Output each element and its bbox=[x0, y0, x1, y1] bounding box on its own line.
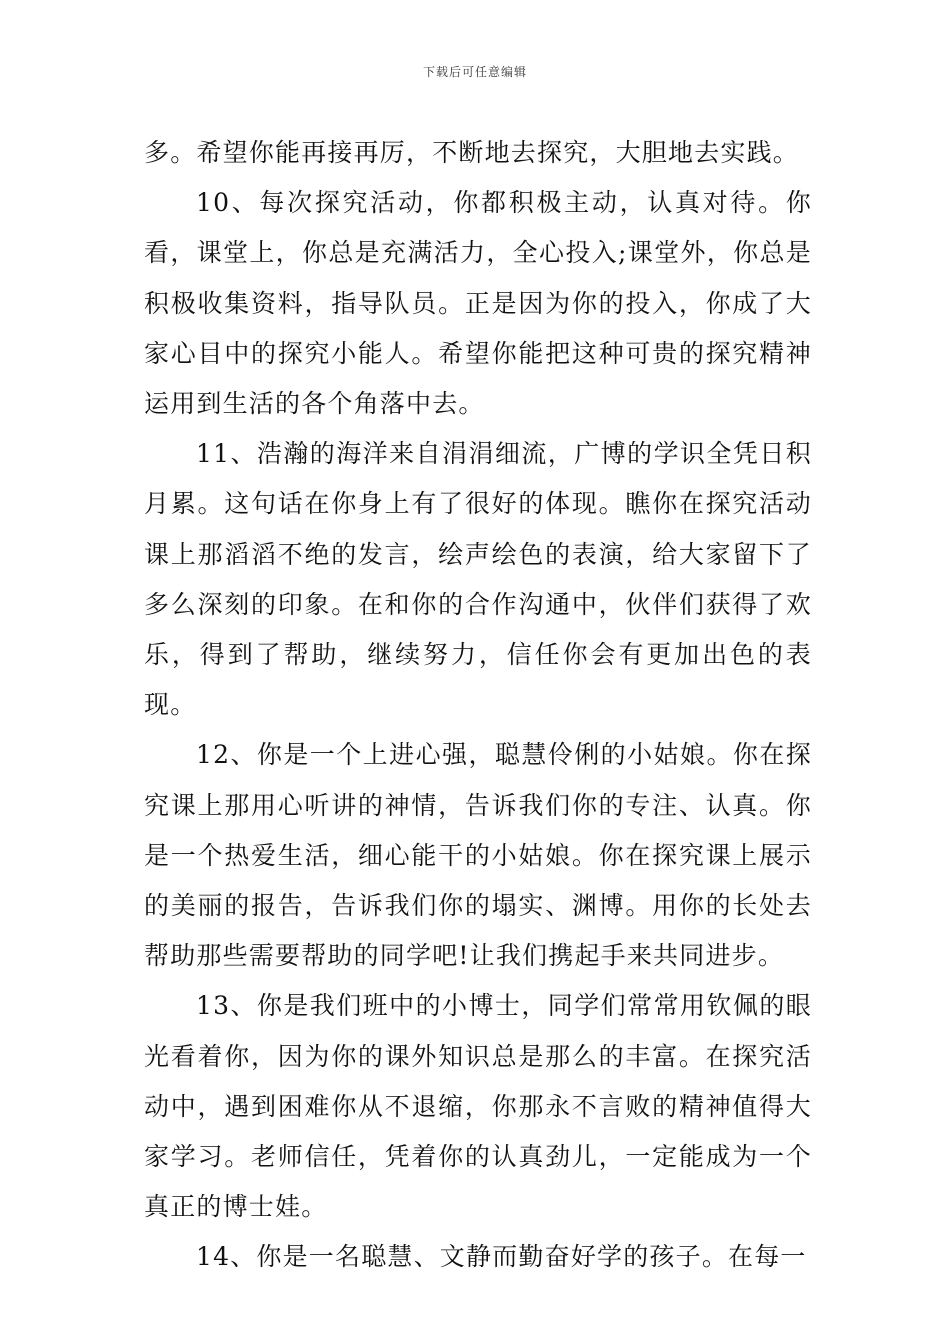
document-body bbox=[144, 128, 812, 1283]
paragraph-12: 12、你是一个上进心强，聪慧伶俐的小姑娘。你在探究课上那用心听讲的神情，告诉我们你的专注、认真。你是一个热爱生活，细心能干的小姑娘。你在探究课上展示的美丽的报告，告诉我们你的塌实、渊博。用你的长处去帮助那些需要帮助的同学吧!让我们携起手来共同进步。 bbox=[144, 740, 812, 971]
page-header: 下载后可任意编辑 bbox=[422, 65, 527, 79]
paragraph-13: 13、你是我们班中的小博士，同学们常常用钦佩的眼光看着你，因为你的课外知识总是那么的丰富。在探究活动中，遇到困难你从不退缩，你那永不言败的精神值得大家学习。老师信任，凭着你的认真劲儿，一定能成为一个真正的博士娃。 bbox=[144, 991, 812, 1222]
paragraph-14: 14、你是一名聪慧、文静而勤奋好学的孩子。在每一 bbox=[196, 1242, 807, 1272]
paragraph-11: 11、浩瀚的海洋来自涓涓细流，广博的学识全凭日积月累。这句话在你身上有了很好的体现。瞧你在探究活动课上那滔滔不绝的发言，绘声绘色的表演，给大家留下了多么深刻的印象。在和你的合作沟通中，伙伴们获得了欢乐，得到了帮助，继续努力，信任你会有更加出色的表现。 bbox=[144, 439, 812, 720]
paragraph-10: 10、每次探究活动，你都积极主动，认真对待。你看，课堂上，你总是充满活力，全心投入;课堂外，你总是积极收集资料，指导队员。正是因为你的投入，你成了大家心目中的探究小能人。希望你能把这种可贵的探究精神运用到生活的各个角落中去。 bbox=[144, 188, 812, 419]
paragraph-continuation: 多。希望你能再接再厉，不断地去探究，大胆地去实践。 bbox=[144, 138, 800, 167]
